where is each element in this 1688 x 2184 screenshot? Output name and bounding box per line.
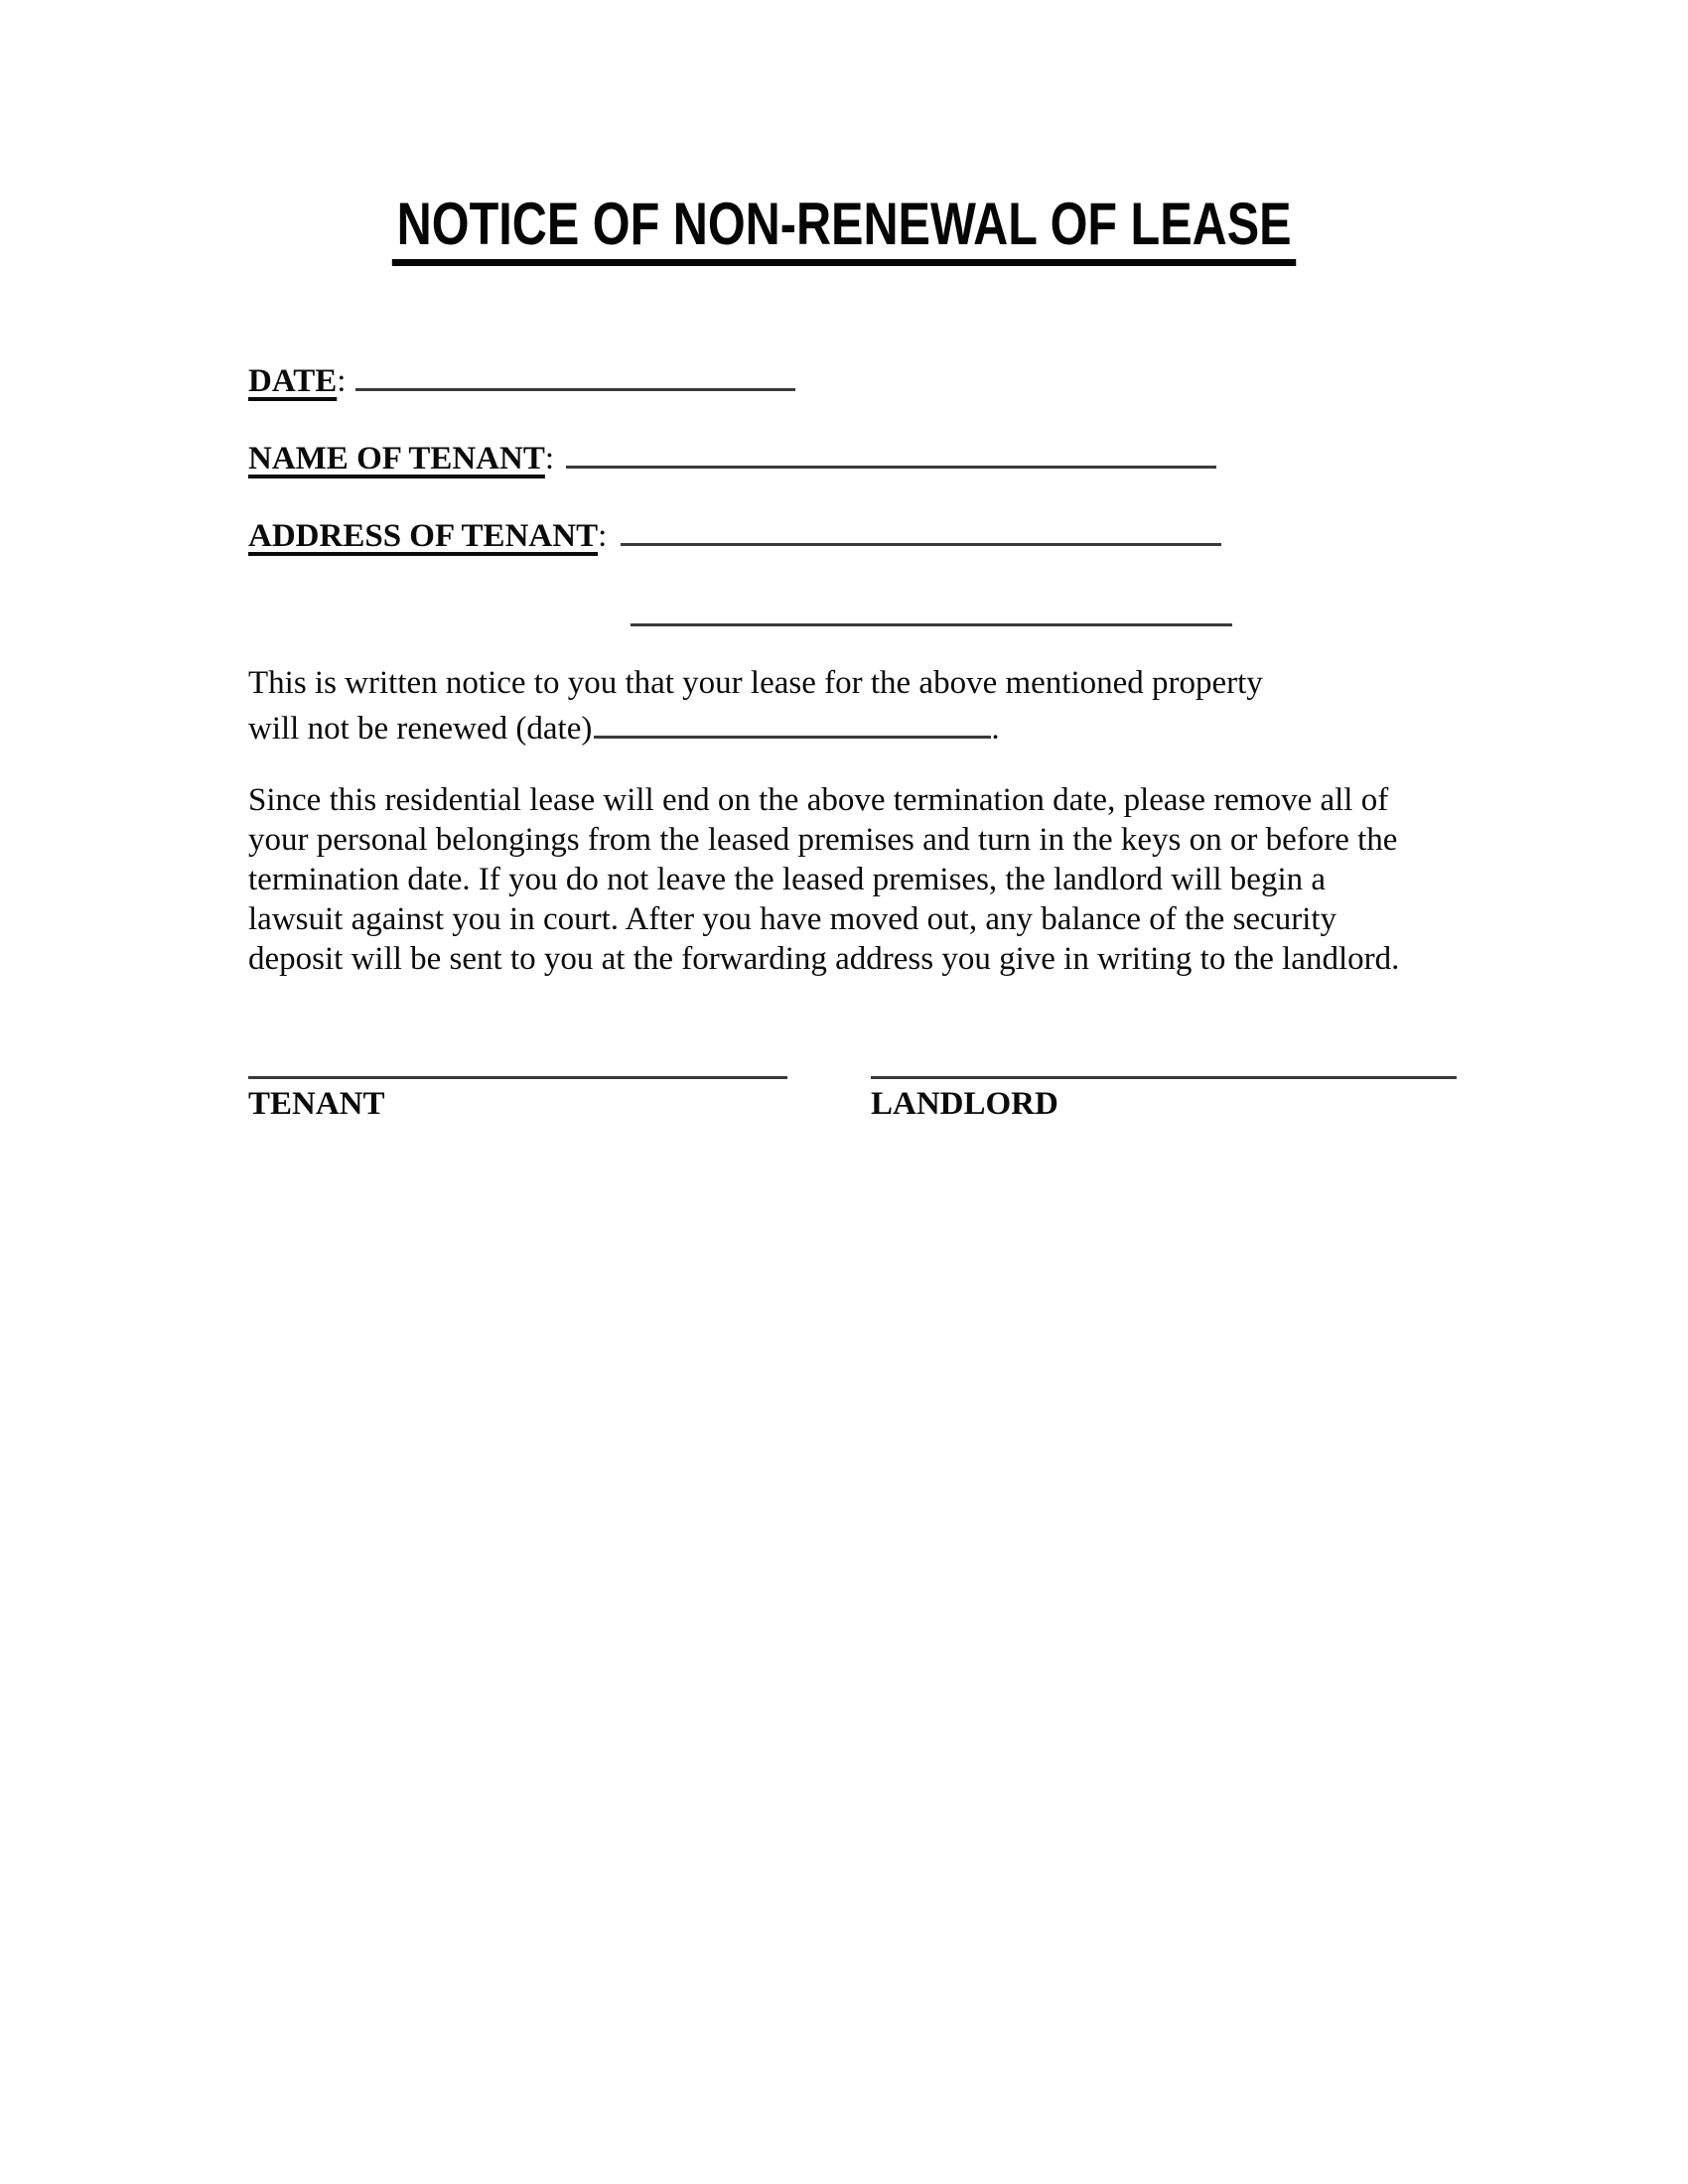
date-colon: : (337, 363, 347, 399)
terms-line-2: your personal belongings from the leased premises and turn in the keys on or before the (248, 822, 1398, 858)
terms-paragraph (248, 780, 1489, 979)
notice-line-2-prefix: will not be renewed (date) (248, 711, 593, 747)
non-renewal-date-blank-line[interactable] (594, 703, 991, 739)
tenant-name-colon: : (544, 441, 555, 477)
tenant-address-blank-line[interactable] (621, 510, 1221, 546)
title-row (0, 191, 1688, 266)
tenant-signature-line[interactable] (248, 1040, 787, 1079)
terms-line-3: termination date. If you do not leave the leased premises, the landlord will begin a (248, 862, 1327, 897)
landlord-signature-block (871, 1040, 1457, 1123)
date-label: DATE (248, 363, 338, 399)
notice-line-2 (248, 703, 1489, 749)
terms-line-1: Since this residential lease will end on the above termination date, please remove all of (248, 782, 1389, 818)
notice-paragraph (248, 663, 1489, 749)
landlord-signature-line[interactable] (871, 1040, 1457, 1079)
tenant-address-blank-line-2[interactable] (631, 590, 1232, 626)
landlord-signature-label: LANDLORD (871, 1086, 1058, 1122)
tenant-signature-label: TENANT (248, 1086, 385, 1122)
tenant-address-colon: : (598, 518, 608, 554)
tenant-address-label: ADDRESS OF TENANT (248, 518, 599, 554)
notice-line-1: This is written notice to you that your lease for the above mentioned property (248, 665, 1263, 701)
notice-line-2-suffix: . (991, 711, 1000, 747)
tenant-signature-block (248, 1040, 787, 1123)
date-field-row (248, 355, 795, 400)
tenant-name-label: NAME OF TENANT (248, 441, 545, 477)
tenant-name-blank-line[interactable] (566, 433, 1216, 469)
tenant-address-field-row (248, 510, 1221, 555)
terms-line-5: deposit will be sent to you at the forwarding address you give in writing to the landlord. (248, 941, 1400, 977)
terms-line-4: lawsuit against you in court. After you have moved out, any balance of the security (248, 901, 1337, 937)
date-blank-line[interactable] (355, 355, 795, 391)
tenant-name-field-row (248, 433, 1216, 478)
page-title: NOTICE OF NON-RENEWAL OF LEASE (392, 195, 1297, 266)
